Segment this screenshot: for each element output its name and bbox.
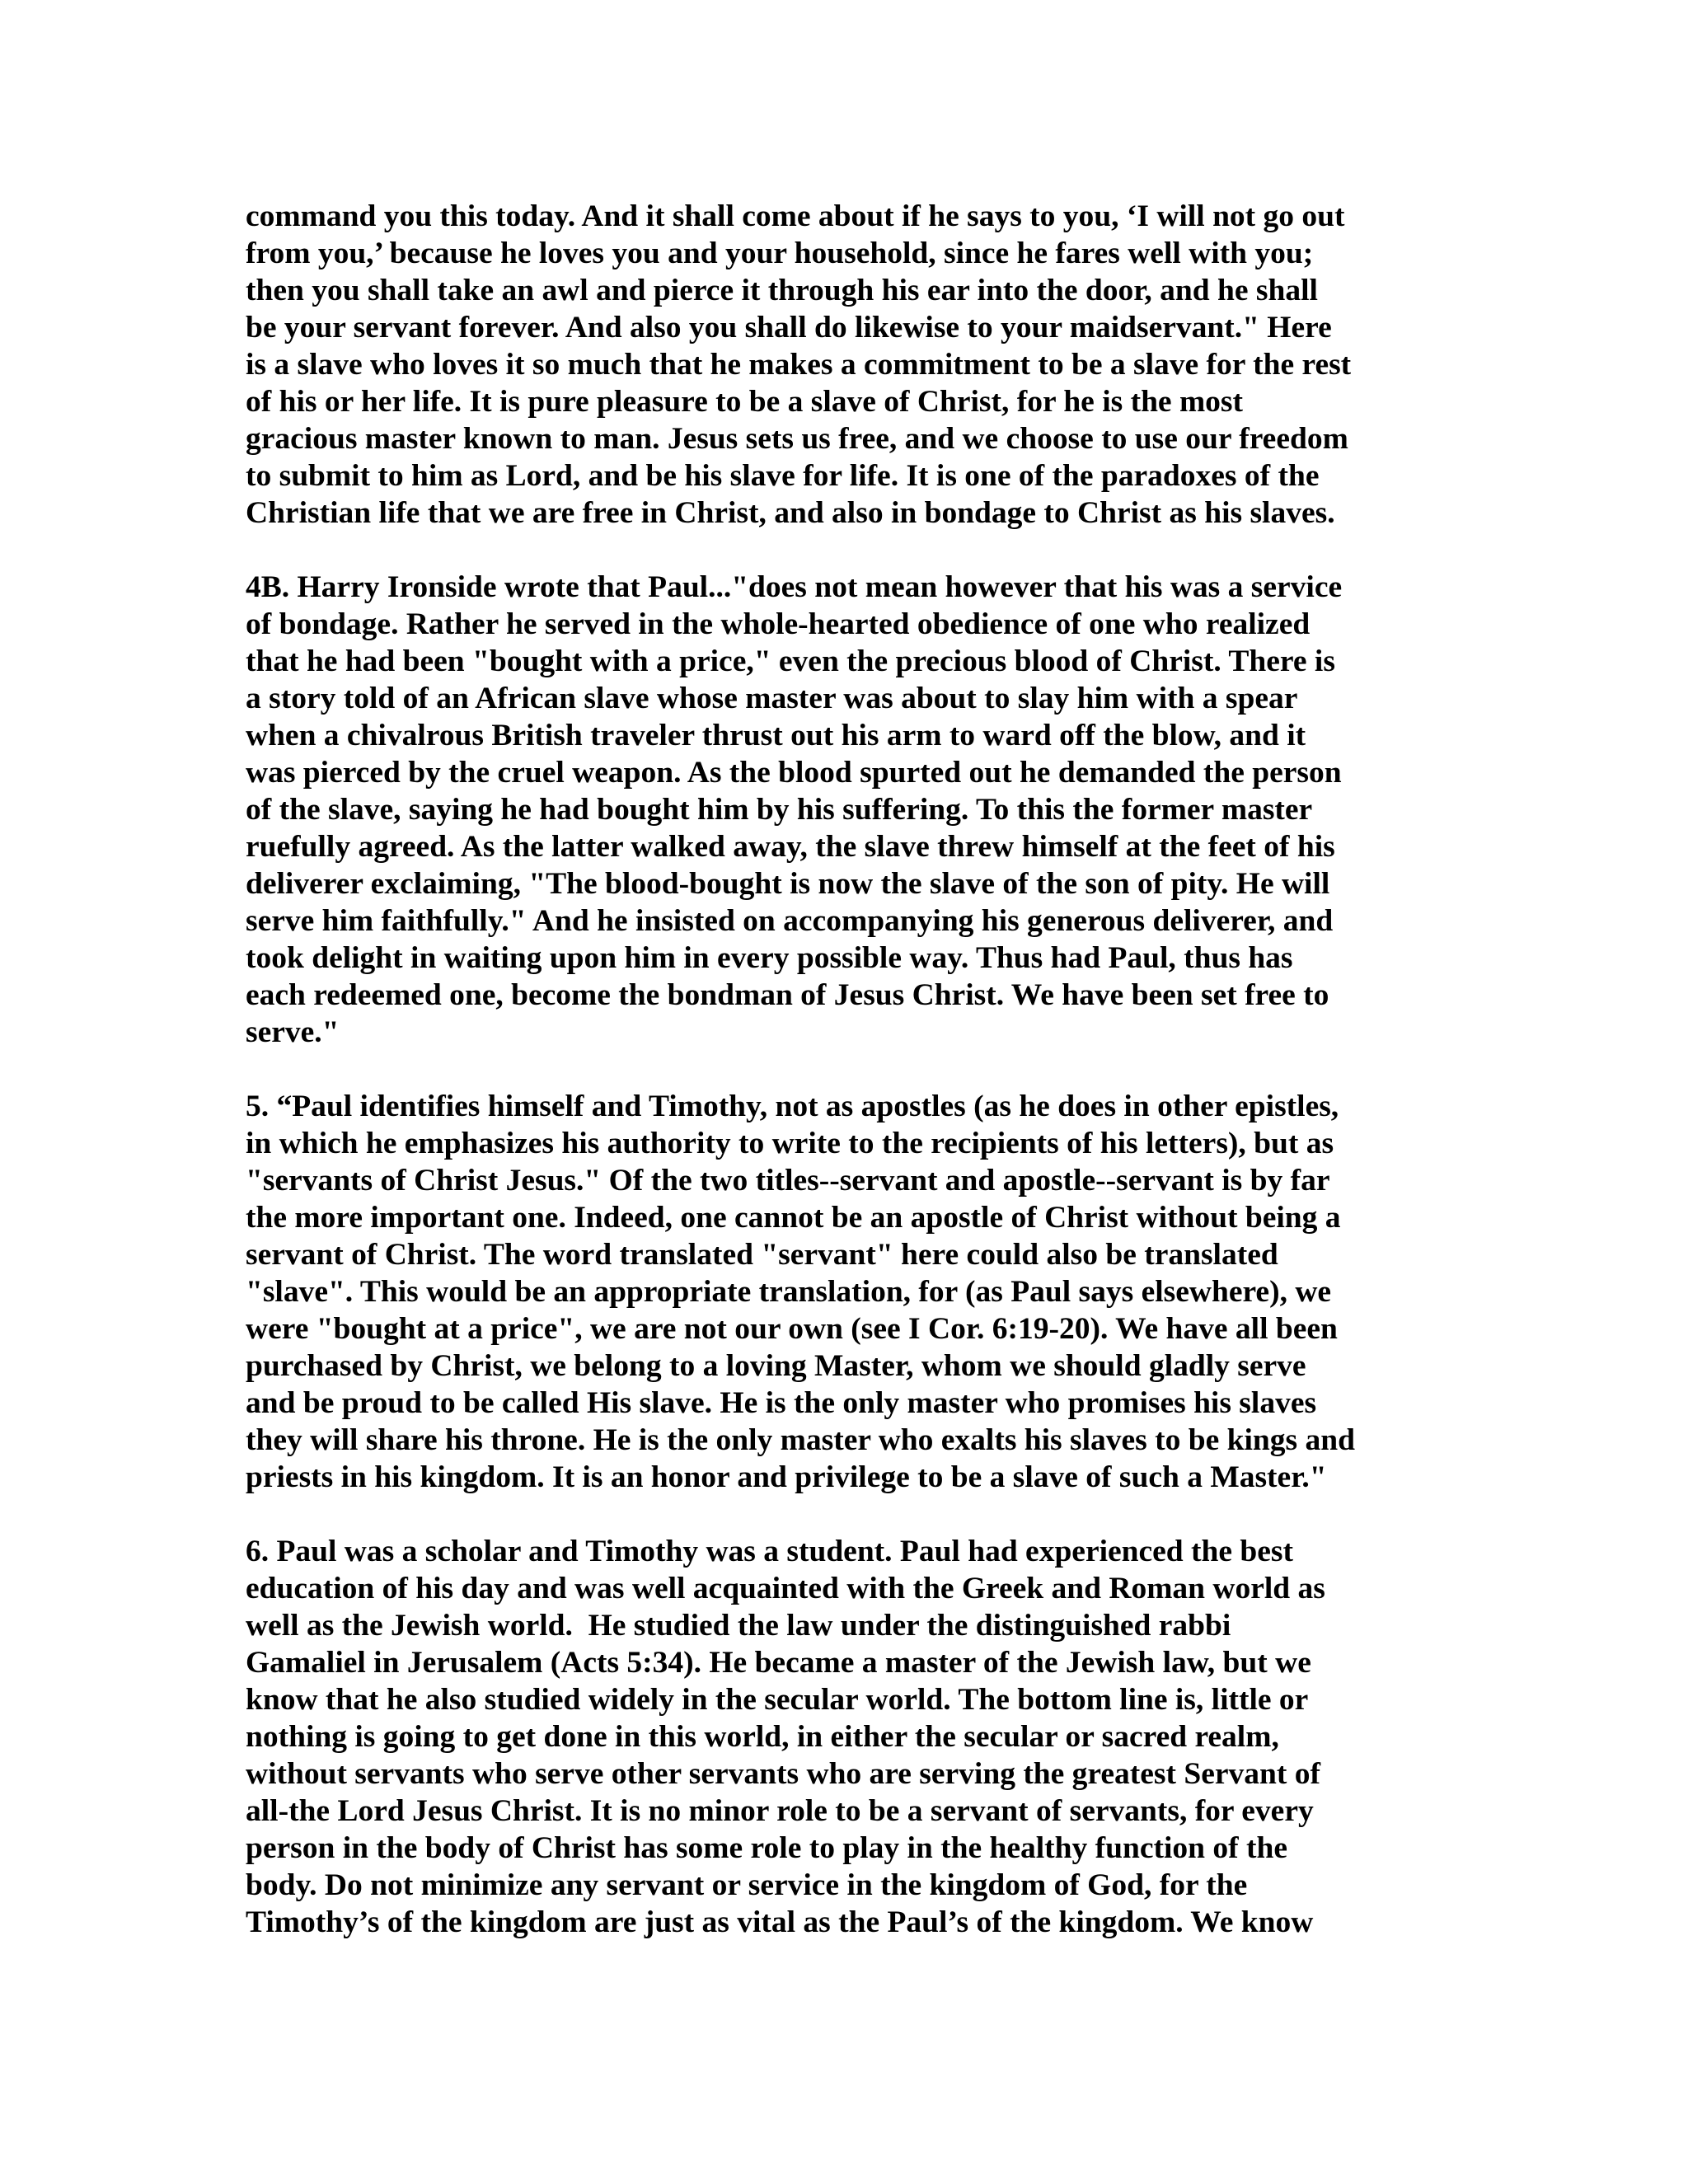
document-page bbox=[246, 198, 1474, 1941]
paragraph-5-servants: 5. “Paul identifies himself and Timothy, not as apostles (as he does in other epistles, in which he emphasizes his authority to write to the recipients of his letters), but as "servants of Christ Jesus." Of the two titles--servant and apostle--servant is by far the more important one. Indeed, one cannot be an apostle of Christ without being a servant of Christ. The word translated "servant" here could also be translated "slave". This would be an appropriate translation, for (as Paul says elsewhere), we were "bought at a price", we are not our own (see I Cor. 6:19-20). We have all been purchased by Christ, we belong to a loving Master, whom we should gladly serve and be proud to be called His slave. He is the only master who promises his slaves they will share his throne. He is the only master who exalts his slaves to be kings and priests in his kingdom. It is an honor and privilege to be a slave of such a Master." bbox=[246, 1090, 1355, 1494]
paragraph-continuation: command you this today. And it shall come about if he says to you, ‘I will not go out from you,’ because he loves you and your household, since he fares well with you; then you shall take an awl and pierce it through his ear into the door, and he shall be your servant forever. And also you shall do likewise to your maidservant." Here is a slave who loves it so much that he makes a commitment to be a slave for the rest of his or her life. It is pure pleasure to be a slave of Christ, for he is the most gracious master known to man. Jesus sets us free, and we choose to use our freedom to submit to him as Lord, and be his slave for life. It is one of the paradoxes of the Christian life that we are free in Christ, and also in bondage to Christ as his slaves. bbox=[246, 199, 1352, 530]
paragraph-6-scholar: 6. Paul was a scholar and Timothy was a student. Paul had experienced the best education of his day and was well acquainted with the Greek and Roman world as well as the Jewish world. He studied the law under the distinguished rabbi Gamaliel in Jerusalem (Acts 5:34). He became a master of the Jewish law, but we know that he also studied widely in the secular world. The bottom line is, little or nothing is going to get done in this world, in either the secular or sacred realm, without servants who serve other servants who are serving the greatest Servant of all-the Lord Jesus Christ. It is no minor role to be a servant of servants, for every person in the body of Christ has some role to play in the healthy function of the body. Do not minimize any servant or service in the kingdom of God, for the Timothy’s of the kingdom are just as vital as the Paul’s of the kingdom. We know bbox=[246, 1535, 1325, 1939]
paragraph-4b-ironside: 4B. Harry Ironside wrote that Paul..."does not mean however that his was a service of bondage. Rather he served in the whole-hearted obedience of one who realized that he had been "bought with a price," even the precious blood of Christ. There is a story told of an African slave whose master was about to slay him with a spear when a chivalrous British traveler thrust out his arm to ward off the blow, and it was pierced by the cruel weapon. As the blood spurted out he demanded the person of the slave, saying he had bought him by his suffering. To this the former master ruefully agreed. As the latter walked away, the slave threw himself at the feet of his deliverer exclaiming, "The blood-bought is now the slave of the son of pity. He will serve him faithfully." And he insisted on accompanying his generous deliverer, and took delight in waiting upon him in every possible way. Thus had Paul, thus has each redeemed one, become the bondman of Jesus Christ. We have been set free to serve." bbox=[246, 570, 1343, 1049]
